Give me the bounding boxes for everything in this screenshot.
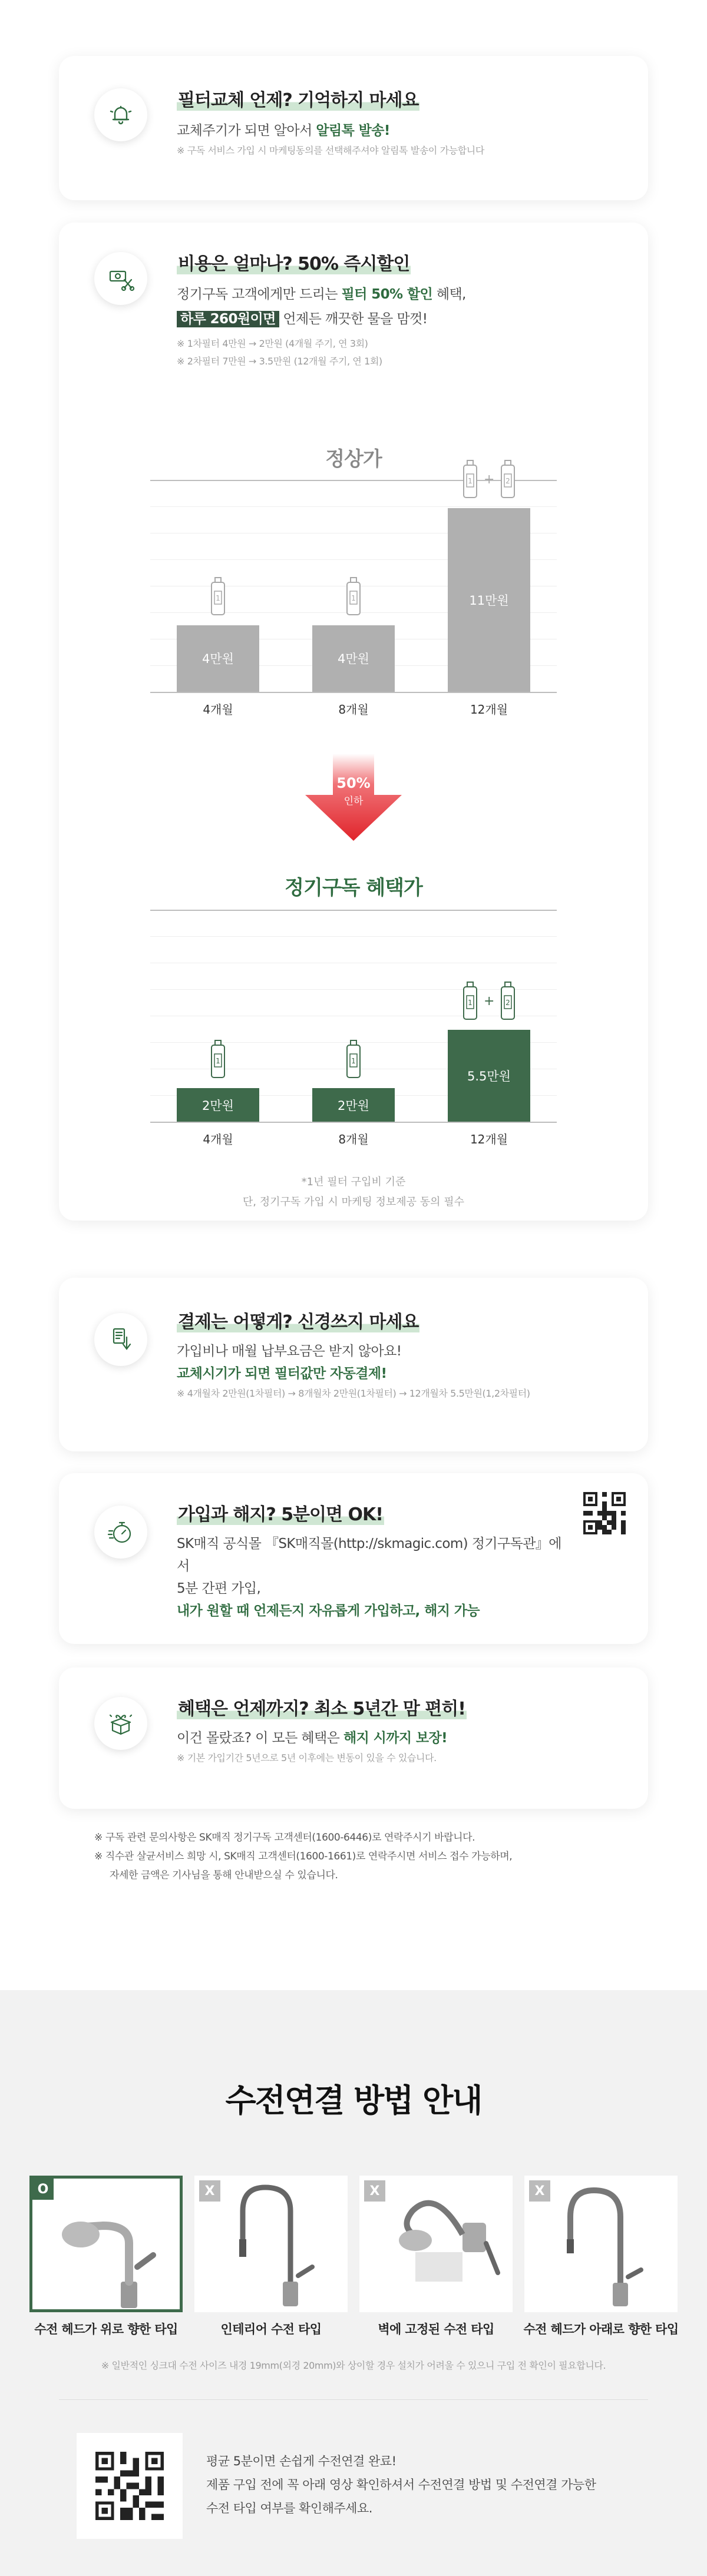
money-cut-icon [94,252,147,305]
svg-text:2: 2 [506,477,511,486]
card5-line1: 이건 몰랐죠? 이 모든 혜택은 해지 시까지 보장! [177,1730,447,1746]
x-badge-icon: X [199,2180,220,2202]
stopwatch-icon [94,1506,147,1559]
card2-note2: ※ 2차필터 7만원 → 3.5만원 (12개월 주기, 연 1회) [177,356,382,367]
chart-bar [177,1088,259,1122]
card3-note: ※ 4개월차 2만원(1차필터) → 8개월차 2만원(1차필터) → 12개월차 5.5만원(1,2차필터) [177,1388,530,1399]
chart-bar [448,1030,530,1122]
gift-box-icon [94,1697,147,1750]
bell-icon [94,88,147,141]
bar-value-label: 5.5만원 [467,1069,511,1084]
x-badge-icon: X [364,2180,385,2202]
qr-code-icon[interactable] [95,2452,164,2520]
footnotes [94,1828,625,1885]
card-filter-reminder [59,56,648,200]
qr-code-icon[interactable] [583,1492,626,1534]
bar-category-label: 8개월 [338,702,369,717]
card2-note1: ※ 1차필터 4만원 → 2만원 (4개월 주기, 연 3회) [177,338,368,349]
filter-bottle-icon [462,460,516,499]
faucet-divider [59,2399,648,2400]
faucet-type-card [359,2176,513,2312]
filter-bottle-icon [210,577,226,616]
arrow-percent: 50% [336,775,371,791]
payment-icon [94,1313,147,1366]
card4-line3: 내가 원할 때 언제든지 자유롭게 가입하고, 해지 가능 [177,1603,480,1619]
card-payment [59,1278,648,1451]
card3-line2: 교체시기가 되면 필터값만 자동결제! [177,1366,387,1381]
card5-note: ※ 기본 가입기간 5년으로 5년 이후에는 변동이 있을 수 있습니다. [177,1752,437,1763]
card1-title: 필터교체 언제? 기억하지 마세요 [178,90,419,111]
bar-category-label: 12개월 [470,702,508,717]
faucet-illustration-icon [32,2179,180,2311]
bar-value-label: 4만원 [338,652,369,667]
svg-text:1: 1 [468,477,473,486]
chart-bar [312,625,395,692]
footnote-3: 자세한 금액은 기사님을 통해 안내받으실 수 있습니다. [110,1869,338,1881]
faucet-type-card [524,2176,678,2312]
faucet-illustration-icon [524,2176,672,2308]
plus-icon: + [484,472,495,487]
faucet-illustration-icon [359,2176,507,2308]
card-signup [59,1473,648,1644]
bar-category-label: 8개월 [338,1132,369,1146]
faucet-bottom-text [206,2449,654,2520]
card3-line1: 가입비나 매월 납부요금은 받지 않아요! [177,1344,402,1359]
faucet-type-label: 수전 헤드가 아래로 향한 타입 [523,2322,679,2336]
chart-bar [448,508,530,692]
plus-icon: + [484,993,495,1009]
svg-text:2: 2 [506,999,511,1007]
footnote-1: ※ 구독 관련 문의사항은 SK매직 정기구독 고객센터(1600-6446)로 연락주시기 바랍니다. [94,1832,475,1844]
chart-bar [312,1088,395,1122]
card-benefit-period [59,1667,648,1809]
faucet-type-card [194,2176,348,2312]
check-badge-icon: O [32,2179,54,2200]
faucet-bottom-line3: 수전 타입 여부를 확인해주세요. [206,2501,372,2515]
bar-value-label: 11만원 [469,594,509,608]
chart1-title: 정상가 [325,447,382,471]
bar-value-label: 4만원 [202,652,234,667]
faucet-qr-box[interactable] [77,2433,183,2539]
svg-text:1: 1 [216,594,220,602]
chart-bar [177,625,259,692]
chart-top-line [150,910,557,911]
grid-line [150,936,557,937]
footnote-2: ※ 직수관 살균서비스 희망 시, SK매직 고객센터(1600-1661)로 연락주시면 서비스 접수 가능하며, [94,1851,513,1862]
faucet-type-label: 벽에 고정된 수전 타입 [378,2322,494,2336]
x-badge-icon: X [529,2180,550,2202]
faucet-title: 수전연결 방법 안내 [225,2082,482,2119]
filter-bottle-icon [210,1040,226,1079]
chart-subscription-price [150,910,557,1151]
faucet-note: ※ 일반적인 싱크대 수전 사이즈 내경 19mm(외경 20mm)와 상이할 경우 설치가 어려울 수 있으니 구입 전 확인이 필요합니다. [101,2360,606,2371]
chart2-title: 정기구독 혜택가 [285,876,422,900]
discount-arrow [300,754,407,842]
faucet-type-label: 수전 헤드가 위로 향한 타입 [34,2322,178,2336]
bar-category-label: 4개월 [203,702,233,717]
svg-text:1: 1 [468,999,473,1007]
card4-line2: 5분 간편 가입, [177,1581,261,1596]
card4-line1: SK매직 공식몰 『SK매직몰(http://skmagic.com) 정기구독관』에서 [177,1536,561,1574]
filter-bottle-icon [346,1040,361,1079]
faucet-illustration-icon [194,2176,342,2308]
filter-bottle-icon [346,577,361,616]
card2-line1: 정기구독 고객에게만 드리는 필터 50% 할인 혜택, [177,287,466,302]
chart-baseline [150,692,557,693]
bar-value-label: 2만원 [338,1098,369,1113]
bar-category-label: 4개월 [203,1132,233,1146]
chart-note2: 단, 정기구독 가입 시 마케팅 정보제공 동의 필수 [242,1196,465,1208]
card2-title: 비용은 얼마나? 50% 즉시할인 [178,254,410,274]
card5-title: 혜택은 언제까지? 최소 5년간 맘 편히! [178,1699,465,1719]
svg-text:1: 1 [351,1057,356,1066]
card3-title: 결제는 어떻게? 신경쓰지 마세요 [178,1312,419,1332]
chart-baseline [150,1122,557,1123]
bar-value-label: 2만원 [202,1098,234,1113]
chart-regular-price [150,472,557,721]
card4-title: 가입과 해지? 5분이면 OK! [178,1504,383,1525]
card2-line2: 하루 260원이면 언제든 깨끗한 물을 맘껏! [177,308,625,330]
bar-category-label: 12개월 [470,1132,508,1146]
card1-desc: 교체주기가 되면 알아서 알림톡 발송! [177,123,390,138]
arrow-text: 인하 [343,795,364,807]
faucet-type-label: 인테리어 수전 타입 [220,2322,322,2336]
faucet-bottom-line1: 평균 5분이면 손쉽게 수전연결 완료! [206,2454,397,2468]
svg-text:1: 1 [216,1057,220,1066]
chart-note1: *1년 필터 구입비 기준 [301,1176,406,1188]
faucet-type-card [29,2176,183,2312]
filter-bottle-icon [462,982,516,1020]
grid-line [150,506,557,507]
svg-text:1: 1 [351,594,356,602]
faucet-bottom-line2: 제품 구입 전에 꼭 아래 영상 확인하셔서 수전연결 방법 및 수전연결 가능한 [206,2478,596,2492]
card1-note: ※ 구독 서비스 가입 시 마케팅동의를 선택해주셔야 알림톡 발송이 가능합니다 [177,145,484,156]
